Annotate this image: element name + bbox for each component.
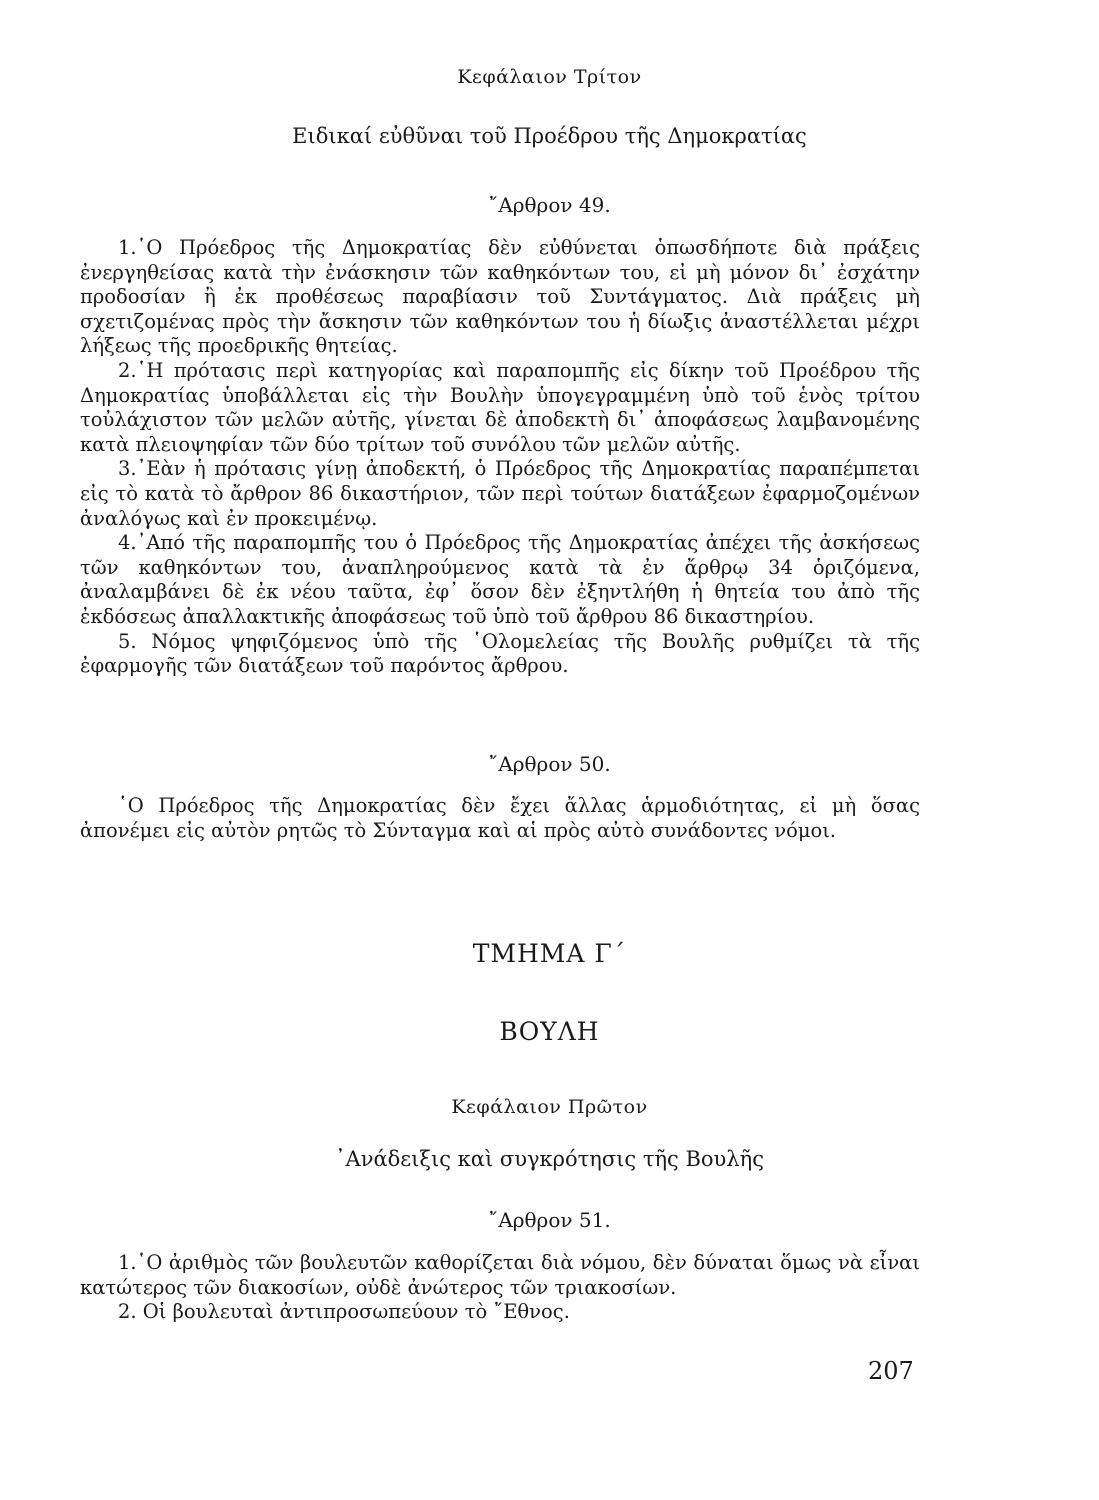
article-heading-49: ῎Αρθρον 49. bbox=[488, 193, 611, 217]
article-50-body bbox=[80, 794, 920, 843]
paragraph: 4.᾽Από τῆς παραπομπῆς του ὁ Πρόεδρος τῆς Δημοκρατίας ἀπέχει τῆς ἀσκήσεως τῶν καθηκόντων του, ἀναπληρούμενος κατὰ τὰ ἐν ἄρθρῳ 34 ὁριζόμενα, ἀναλαμβάνει δὲ ἐκ νέου ταῦτα, ἐφ᾽ ὅσον δὲν ἐξηντλήθη ἡ θητεία του ἀπὸ τῆς ἐκδόσεως ἀπαλλακτικῆς ἀποφάσεως τοῦ ὑπὸ τοῦ ἄρθρου 86 δικαστηρίου. bbox=[80, 531, 920, 628]
chapter-title: Ειδικαί εὐθῦναι τοῦ Προέδρου τῆς Δημοκρατίας bbox=[292, 124, 807, 148]
paragraph: 1.῾Ο ἀριθμὸς τῶν βουλευτῶν καθορίζεται διὰ νόμου, δὲν δύναται ὅμως νὰ εἶναι κατώτερος τῶν διακοσίων, οὐδὲ ἀνώτερος τῶν τριακοσίων. bbox=[80, 1251, 920, 1299]
page-number: 207 bbox=[868, 1357, 914, 1385]
chapter-heading: Κεφάλαιον Τρίτον bbox=[457, 66, 642, 88]
part-heading: ΤΜΗΜΑ Γ΄ bbox=[472, 939, 627, 968]
article-heading-50: ῎Αρθρον 50. bbox=[488, 752, 611, 776]
paragraph: 2.῾Η πρότασις περὶ κατηγορίας καὶ παραπομπῆς εἰς δίκην τοῦ Προέδρου τῆς Δημοκρατίας ὑποβάλλεται εἰς τὴν Βουλὴν ὑπογεγραμμένη ὑπὸ τοῦ ἑνὸς τρίτου τοὐλάχιστον τῶν μελῶν αὐτῆς, γίνεται δὲ ἀποδεκτὴ δι᾽ ἀποφάσεως λαμβανομένης κατὰ πλειοψηφίαν τῶν δύο τρίτων τοῦ συνόλου τῶν μελῶν αὐτῆς. bbox=[80, 358, 920, 456]
article-49-body bbox=[80, 236, 920, 679]
part-title: ΒΟΥΛΗ bbox=[499, 1017, 600, 1046]
paragraph: 2. Οἱ βουλευταὶ ἀντιπροσωπεύουν τὸ ῎Εθνος. bbox=[118, 1300, 570, 1324]
paragraph: 3.᾽Εὰν ἡ πρότασις γίνῃ ἀποδεκτή, ὁ Πρόεδρος τῆς Δημοκρατίας παραπέμπεται εἰς τὸ κατὰ τὸ ἄρθρον 86 δικαστήριον, τῶν περὶ τούτων διατάξεων ἐφαρμοζομένων ἀναλόγως καὶ ἐν προκειμένῳ. bbox=[80, 457, 920, 530]
article-heading-51: ῎Αρθρον 51. bbox=[488, 1208, 611, 1232]
paragraph: ῾Ο Πρόεδρος τῆς Δημοκρατίας δὲν ἔχει ἄλλας ἁρμοδιότητας, εἰ μὴ ὅσας ἀπονέμει εἰς αὐτὸν ρητῶς τὸ Σύνταγμα καὶ αἱ πρὸς αὐτὸ συνάδοντες νόμοι. bbox=[80, 794, 920, 842]
chapter-title: ᾽Ανάδειξις καὶ συγκρότησις τῆς Βουλῆς bbox=[335, 1147, 764, 1171]
paragraph: 5. Νόμος ψηφιζόμενος ὑπὸ τῆς ῾Ολομελείας τῆς Βουλῆς ρυθμίζει τὰ τῆς ἐφαρμογῆς τῶν διατάξεων τοῦ παρόντος ἄρθρου. bbox=[80, 629, 920, 678]
paragraph: 1.῾Ο Πρόεδρος τῆς Δημοκρατίας δὲν εὐθύνεται ὁπωσδήποτε διὰ πράξεις ἐνεργηθείσας κατὰ τὴν ἐνάσκησιν τῶν καθηκόντων του, εἰ μὴ μόνον δι᾽ ἐσχάτην προδοσίαν ἢ ἐκ προθέσεως παραβίασιν τοῦ Συντάγματος. Διὰ πράξεις μὴ σχετιζομένας πρὸς τὴν ἄσκησιν τῶν καθηκόντων του ἡ δίωξις ἀναστέλλεται μέχρι λήξεως τῆς προεδρικῆς θητείας. bbox=[80, 236, 920, 358]
chapter-heading: Κεφάλαιον Πρῶτον bbox=[451, 1096, 648, 1118]
article-51-body bbox=[80, 1251, 920, 1325]
